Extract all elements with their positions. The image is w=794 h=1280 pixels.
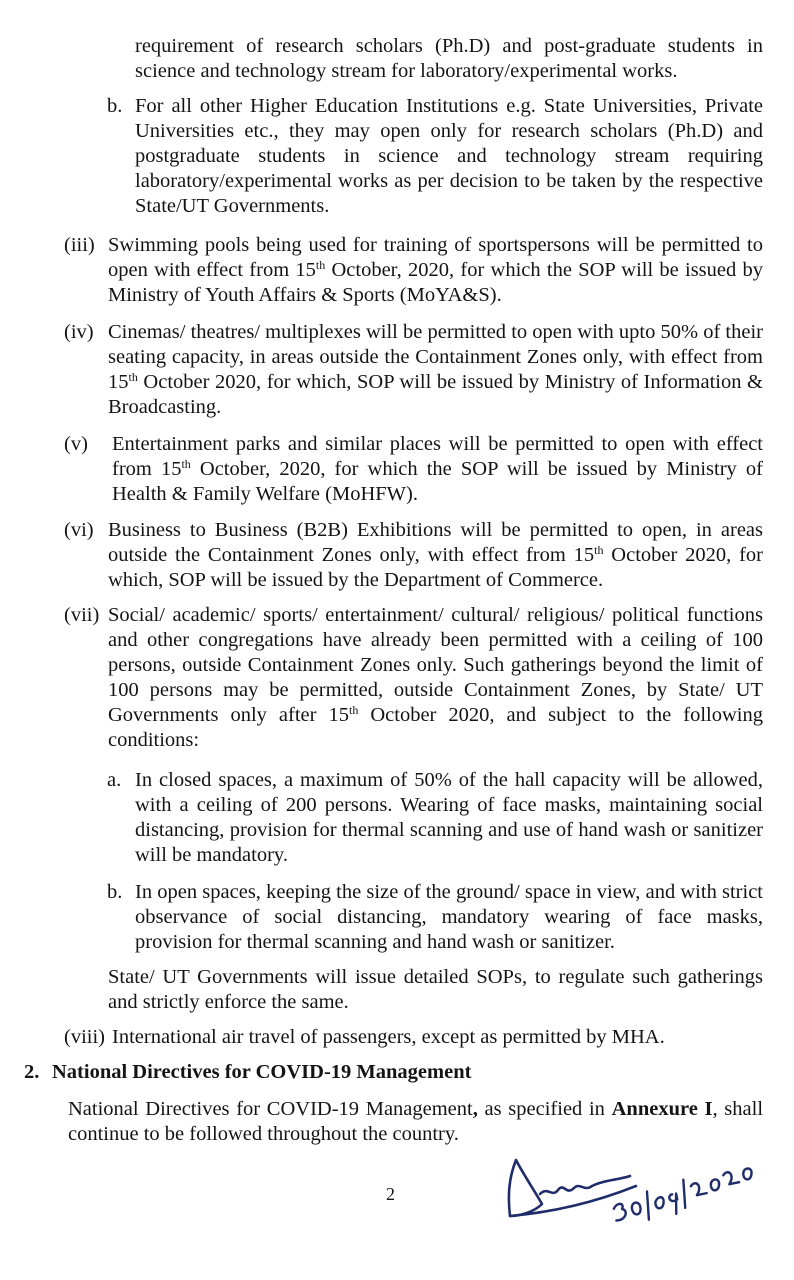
section-2-number: 2.	[24, 1061, 40, 1083]
item-vii-text: Social/ academic/ sports/ entertainment/ cultural/ religious/ political functions and other congregations have already been permitted with a ceiling of 100 persons, outside Containment Zones only. Such gatherings beyond the limit of 100 persons may be permitted, outside Containment Zones, by State/ UT Governments only after 15th October 2020, and subject to the following conditions:	[108, 604, 763, 751]
item-vii-a-label: a.	[107, 769, 122, 791]
item-v-label: (v)	[64, 433, 88, 455]
item-vii-label: (vii)	[64, 604, 100, 626]
section-2-text: National Directives for COVID-19 Management, as specified in Annexure I, shall continue to be followed throughout the country.	[68, 1098, 764, 1145]
item-iii-text: Swimming pools being used for training of sportspersons will be permitted to open with effect from 15th October, 2020, for which the SOP will be issued by Ministry of Youth Affairs & Sports (MoYA&S).	[108, 234, 763, 306]
item-v-text: Entertainment parks and similar places will be permitted to open with effect from 15th October, 2020, for which the SOP will be issued by Ministry of Health & Family Welfare (MoHFW).	[112, 433, 763, 505]
item-a-continuation: requirement of research scholars (Ph.D) and post-graduate students in science and technology stream for laboratory/experimental works.	[135, 35, 763, 82]
page-number: 2	[386, 1184, 395, 1204]
item-vii-note: State/ UT Governments will issue detailed SOPs, to regulate such gatherings and strictly enforce the same.	[108, 966, 763, 1013]
item-viii-text: International air travel of passengers, except as permitted by MHA.	[112, 1026, 665, 1048]
handwritten-signature	[496, 1150, 756, 1230]
item-b-text: For all other Higher Education Institutions e.g. State Universities, Private Universities etc., they may open only for research scholars (Ph.D) and postgraduate students in science and technology stream requiring laboratory/experimental works as per decision to be taken by the respective State/UT Governments.	[135, 95, 763, 217]
item-vii-b-label: b.	[107, 881, 123, 903]
item-viii-label: (viii)	[64, 1026, 105, 1048]
item-vi-label: (vi)	[64, 519, 94, 541]
item-vii-a-text: In closed spaces, a maximum of 50% of the hall capacity will be allowed, with a ceiling of 200 persons. Wearing of face masks, maintaining social distancing, provision for thermal scanning and use of hand wash or sanitizer will be mandatory.	[135, 769, 763, 866]
item-vii-b-text: In open spaces, keeping the size of the ground/ space in view, and with strict observance of social distancing, mandatory wearing of face masks, provision for thermal scanning and hand wash or sanitizer.	[135, 881, 763, 953]
item-vi-text: Business to Business (B2B) Exhibitions will be permitted to open, in areas outside the Containment Zones only, with effect from 15th October 2020, for which, SOP will be issued by the Department of Commerce.	[108, 519, 763, 591]
item-iii-label: (iii)	[64, 234, 95, 256]
annexure-reference: Annexure I	[611, 1098, 713, 1120]
section-2-heading: National Directives for COVID-19 Management	[52, 1061, 472, 1083]
item-iv-text: Cinemas/ theatres/ multiplexes will be permitted to open with upto 50% of their seating capacity, in areas outside the Containment Zones only, with effect from 15th October 2020, for which, SOP will be issued by Ministry of Information & Broadcasting.	[108, 321, 763, 418]
item-b-label: b.	[107, 95, 123, 117]
item-iv-label: (iv)	[64, 321, 94, 343]
